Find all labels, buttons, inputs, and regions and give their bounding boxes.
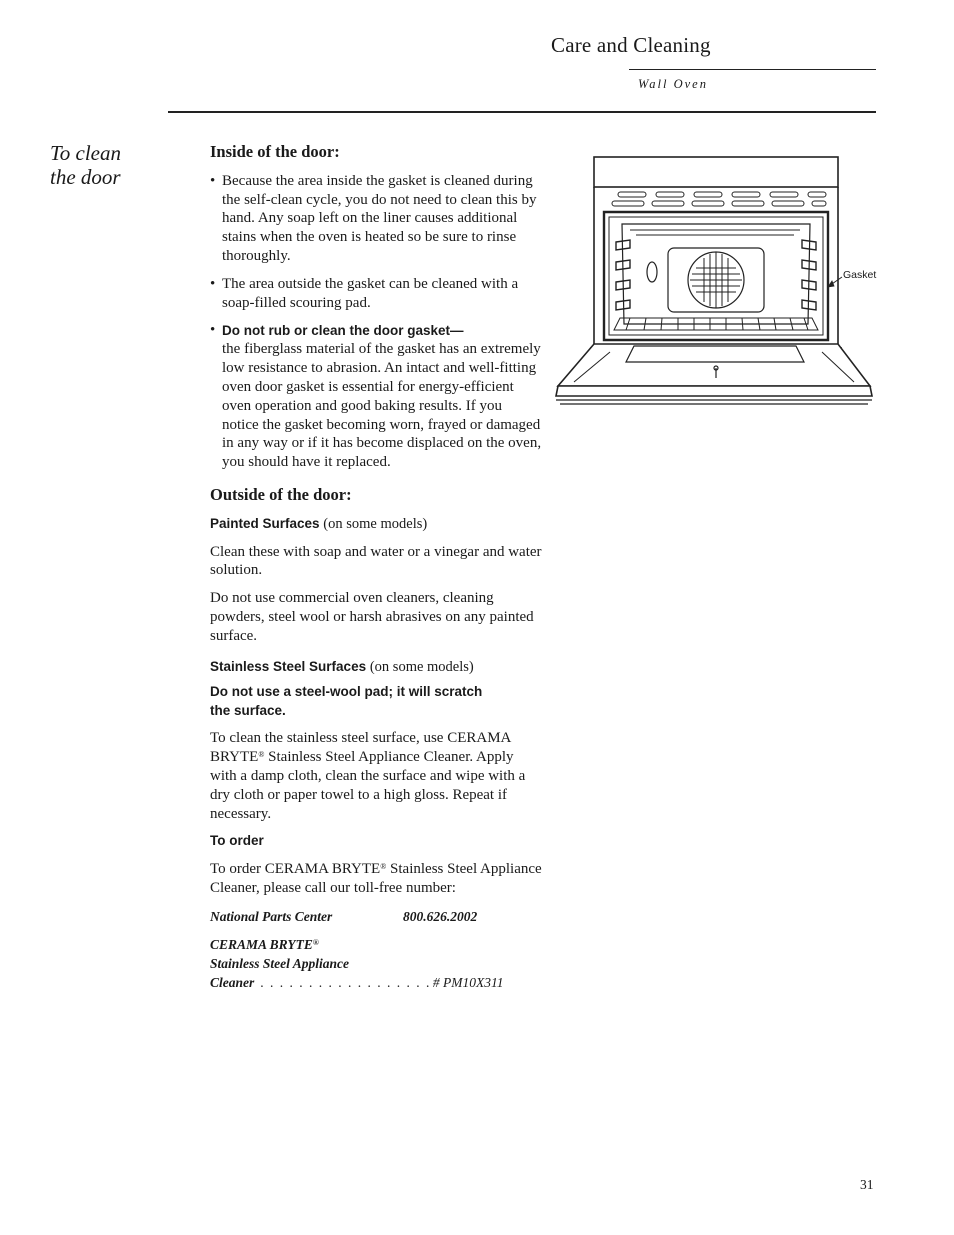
inside-door-heading: Inside of the door: xyxy=(210,142,340,161)
bullet-text: Because the area inside the gasket is cleaned during the self-clean cycle, you do not need to clean this by hand. Any soap left on the liner causes additional stains when the oven is heated so be sure to rinse thoroughly. xyxy=(222,172,537,264)
painted-surfaces-note: (on some models) xyxy=(323,515,428,532)
bullet-item xyxy=(210,172,542,266)
warning-line: the surface. xyxy=(210,703,286,719)
broil-element xyxy=(630,230,800,235)
oven-door-diagram xyxy=(550,150,880,420)
order-text: Stainless Steel Appliance Cleaner, please call our toll-free number: xyxy=(210,861,542,896)
bullet-icon: • xyxy=(210,275,216,292)
parts-center-row xyxy=(210,907,542,926)
section-title xyxy=(50,141,170,189)
product-part-row xyxy=(210,973,542,992)
clean-text: Stainless Steel Appliance Cleaner. Apply with a damp cloth, clean the surface and wipe with a dry cloth or paper towel to a high gloss. Repeat if necessary. xyxy=(210,749,526,822)
stainless-clean-paragraph xyxy=(210,729,542,823)
registered-mark: ® xyxy=(312,937,319,947)
parts-center-phone: 800.626.2002 xyxy=(403,908,478,924)
stainless-title: Stainless Steel Surfaces xyxy=(210,658,367,674)
bullet-item xyxy=(210,275,542,313)
oven-door xyxy=(558,344,870,386)
registered-mark: ® xyxy=(258,750,265,760)
bullet-icon: • xyxy=(210,172,216,189)
bullet-text: the fiberglass material of the gasket has an extremely low resistance to abrasion. An intact and well-fitting oven door gasket is essential for energy-efficient oven operation and good baking results. If you notice the gasket becoming worn, frayed or damaged in any way or if it has become displaced on the oven, you should have it replaced. xyxy=(222,341,542,471)
painted-surfaces-subheading xyxy=(210,515,542,534)
page-header-subtitle: Wall Oven xyxy=(638,77,708,91)
bullet-icon: • xyxy=(210,322,216,339)
parts-center-label: National Parts Center xyxy=(210,908,333,924)
outside-door-heading: Outside of the door: xyxy=(210,484,352,504)
page-number: 31 xyxy=(860,1177,874,1192)
product-line: Cleaner xyxy=(210,974,255,990)
section-title-line2: the door xyxy=(50,165,121,189)
painted-surfaces-title: Painted Surfaces xyxy=(210,515,320,531)
painted-paragraph: Do not use commercial oven cleaners, cleaning powders, steel wool or harsh abrasives on any painted surface. xyxy=(210,590,534,644)
gasket-warning: Do not rub or clean the door gasket— xyxy=(222,323,464,339)
product-info xyxy=(210,935,542,992)
product-name-text: CERAMA BRYTE xyxy=(210,936,313,952)
stainless-note: (on some models) xyxy=(369,658,474,675)
part-number: # PM10X311 xyxy=(432,974,504,990)
header-divider xyxy=(629,69,876,70)
section-divider xyxy=(168,111,876,113)
oven-door-edge xyxy=(556,386,872,396)
order-text: To order CERAMA BRYTE xyxy=(210,861,381,878)
bullet-item xyxy=(210,321,542,472)
steel-wool-warning xyxy=(210,682,542,720)
vent-slots xyxy=(612,192,826,206)
order-heading: To order xyxy=(210,833,264,849)
stainless-subheading xyxy=(210,658,542,677)
order-paragraph xyxy=(210,860,542,898)
oven-light xyxy=(647,262,657,282)
product-line: Stainless Steel Appliance xyxy=(210,955,350,971)
gasket-label: Gasket xyxy=(843,269,877,281)
registered-mark: ® xyxy=(380,862,387,872)
section-title-line1: To clean xyxy=(50,141,121,165)
product-name xyxy=(210,935,542,954)
clean-text: To clean the stainless steel surface, use CERAMA BRYTE xyxy=(210,730,511,766)
warning-line: Do not use a steel-wool pad; it will scratch xyxy=(210,684,483,700)
fan-grille xyxy=(690,252,742,308)
oven-top-trim xyxy=(594,157,838,187)
leader-dots: . . . . . . . . . . . . . . . . . . xyxy=(260,974,431,990)
door-handle xyxy=(556,400,872,404)
page-header-title: Care and Cleaning xyxy=(551,33,711,57)
main-content xyxy=(210,143,542,992)
painted-paragraph: Clean these with soap and water or a vinegar and water solution. xyxy=(210,543,542,579)
bullet-text: The area outside the gasket can be cleaned with a soap-filled scouring pad. xyxy=(222,275,519,311)
